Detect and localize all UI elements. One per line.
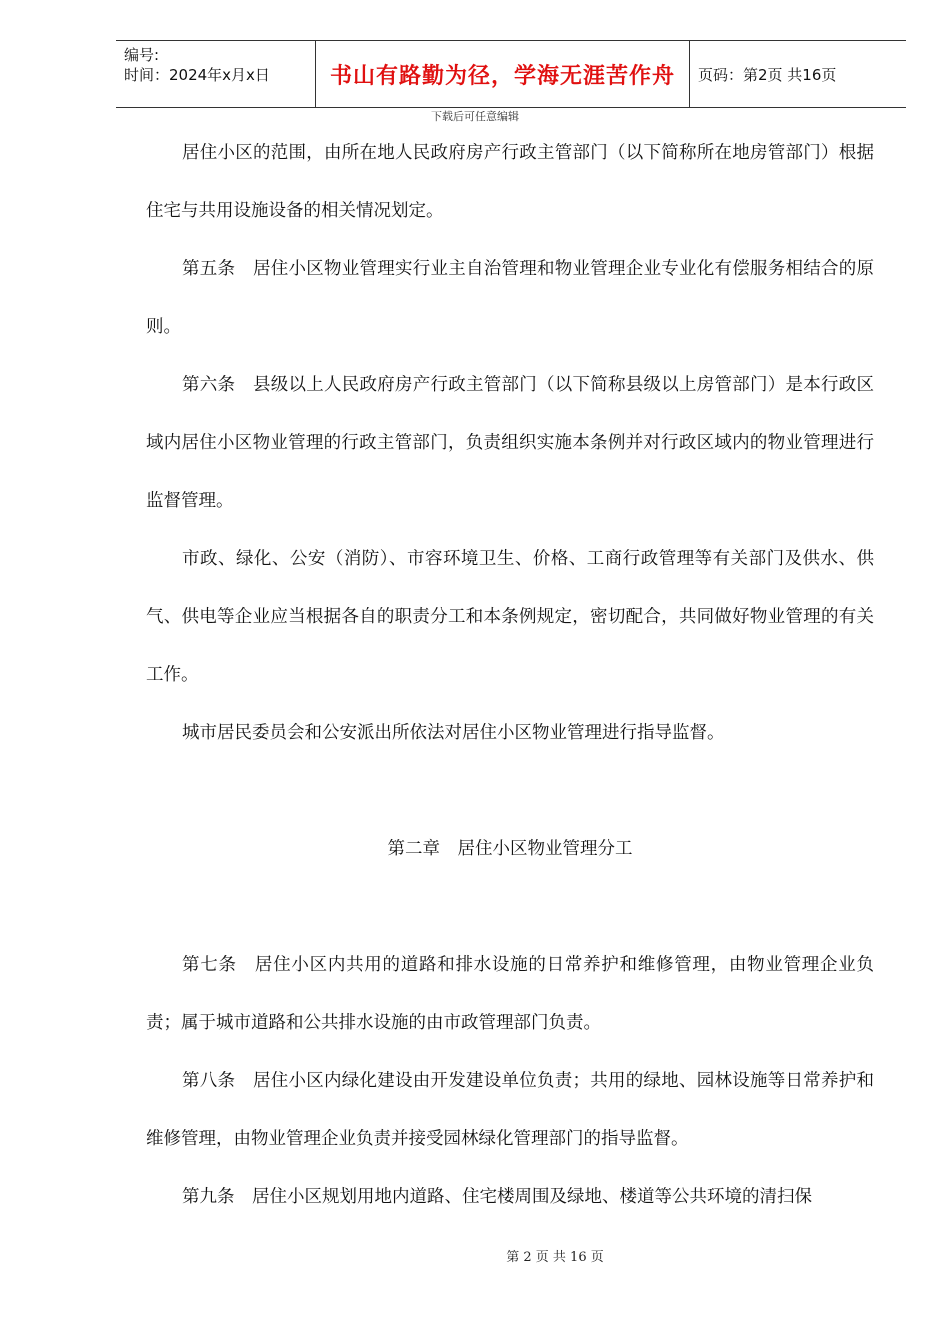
paragraph: 居住小区的范围，由所在地人民政府房产行政主管部门（以下简称所在地房管部门）根据住宅与共用设施设备的相关情况划定。 [146,143,874,221]
document-body [146,124,874,1226]
header-table [116,40,906,108]
page-footer: 第 2 页 共 16 页 [506,1250,604,1265]
number-label: 编号: [124,46,160,64]
paragraph: 第九条 居住小区规划用地内道路、住宅楼周围及绿地、楼道等公共环境的清扫保 [182,1187,812,1207]
paragraph: 第六条 县级以上人民政府房产行政主管部门（以下简称县级以上房管部门）是本行政区域内居住小区物业管理的行政主管部门，负责组织实施本条例并对行政区域内的物业管理进行监督管理。 [146,375,874,511]
edit-note: 下载后可任意编辑 [431,110,519,123]
paragraph: 第八条 居住小区内绿化建设由开发建设单位负责；共用的绿地、园林设施等日常养护和维修管理，由物业管理企业负责并接受园林绿化管理部门的指导监督。 [146,1071,874,1149]
time-label: 时间：2024年x月x日 [124,66,270,84]
paragraph: 城市居民委员会和公安派出所依法对居住小区物业管理进行指导监督。 [182,723,725,743]
paragraph: 市政、绿化、公安（消防）、市容环境卫生、价格、工商行政管理等有关部门及供水、供气、供电等企业应当根据各自的职责分工和本条例规定，密切配合，共同做好物业管理的有关工作。 [146,549,874,685]
header-meta-cell [116,41,316,107]
motto: 书山有路勤为径，学海无涯苦作舟 [316,41,690,107]
chapter-title: 第二章 居住小区物业管理分工 [387,839,633,859]
paragraph: 第五条 居住小区物业管理实行业主自治管理和物业管理企业专业化有偿服务相结合的原则。 [146,259,874,337]
page-label: 页码：第2页 共16页 [698,65,837,84]
paragraph: 第七条 居住小区内共用的道路和排水设施的日常养护和维修管理，由物业管理企业负责；属于城市道路和公共排水设施的由市政管理部门负责。 [146,955,874,1033]
